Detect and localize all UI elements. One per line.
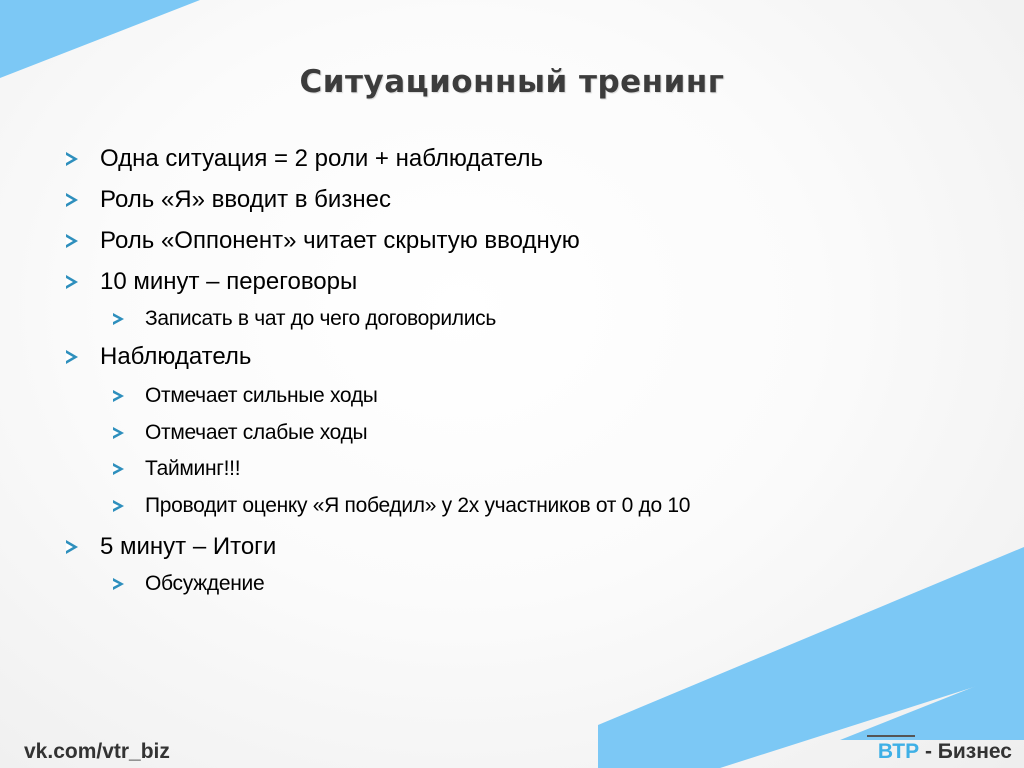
bullet-text: Записать в чат до чего договорились	[145, 307, 497, 330]
bullet-text: 5 минут – Итоги	[100, 533, 277, 560]
slide-title: Ситуационный тренинг	[299, 64, 725, 100]
bullet-arrow-icon	[66, 193, 78, 207]
bullet-arrow-icon	[113, 427, 124, 439]
sub-bullet-item	[113, 307, 496, 331]
bullet-text: 10 минут – переговоры	[100, 268, 358, 295]
sub-bullet-item	[113, 457, 240, 481]
bullet-text: Отмечает сильные ходы	[145, 384, 378, 407]
sub-bullet-item	[113, 494, 690, 518]
bullet-item	[66, 227, 580, 255]
bullet-item	[66, 186, 391, 214]
bullet-text: Тайминг!!!	[145, 457, 241, 480]
brand-accent-text: ВТР	[877, 740, 920, 763]
bullet-arrow-icon	[66, 350, 78, 364]
bullet-arrow-icon	[113, 578, 124, 590]
bullet-item	[66, 533, 276, 561]
footer-vk-link[interactable]: vk.com/vtr_biz	[24, 740, 170, 763]
bullet-arrow-icon	[66, 275, 78, 289]
bullet-text: Одна ситуация = 2 роли + наблюдатель	[100, 145, 543, 172]
bullet-arrow-icon	[113, 463, 124, 475]
bullet-text: Отмечает слабые ходы	[145, 421, 368, 444]
brand-separator: -	[919, 740, 938, 763]
bullet-arrow-icon	[113, 313, 124, 325]
bullet-text: Обсуждение	[145, 572, 265, 595]
bullet-arrow-icon	[113, 390, 124, 402]
bullet-text: Роль «Я» вводит в бизнес	[100, 186, 391, 213]
bullet-arrow-icon	[66, 234, 78, 248]
bullet-text: Проводит оценку «Я победил» у 2х участников от 0 до 10	[145, 494, 691, 517]
bullet-text: Наблюдатель	[100, 343, 252, 370]
sub-bullet-item	[113, 421, 367, 445]
bullet-arrow-icon	[66, 540, 78, 554]
bullet-item	[66, 145, 543, 173]
brand-underline	[867, 735, 915, 737]
brand-rest-text: Бизнес	[937, 740, 1012, 763]
sub-bullet-item	[113, 572, 264, 596]
sub-bullet-item	[113, 384, 378, 408]
bullet-item	[66, 343, 251, 371]
bullet-text: Роль «Оппонент» читает скрытую вводную	[100, 227, 580, 254]
bullet-arrow-icon	[113, 500, 124, 512]
bullet-item	[66, 268, 357, 296]
brand-logo	[878, 740, 1012, 764]
bullet-arrow-icon	[66, 152, 78, 166]
